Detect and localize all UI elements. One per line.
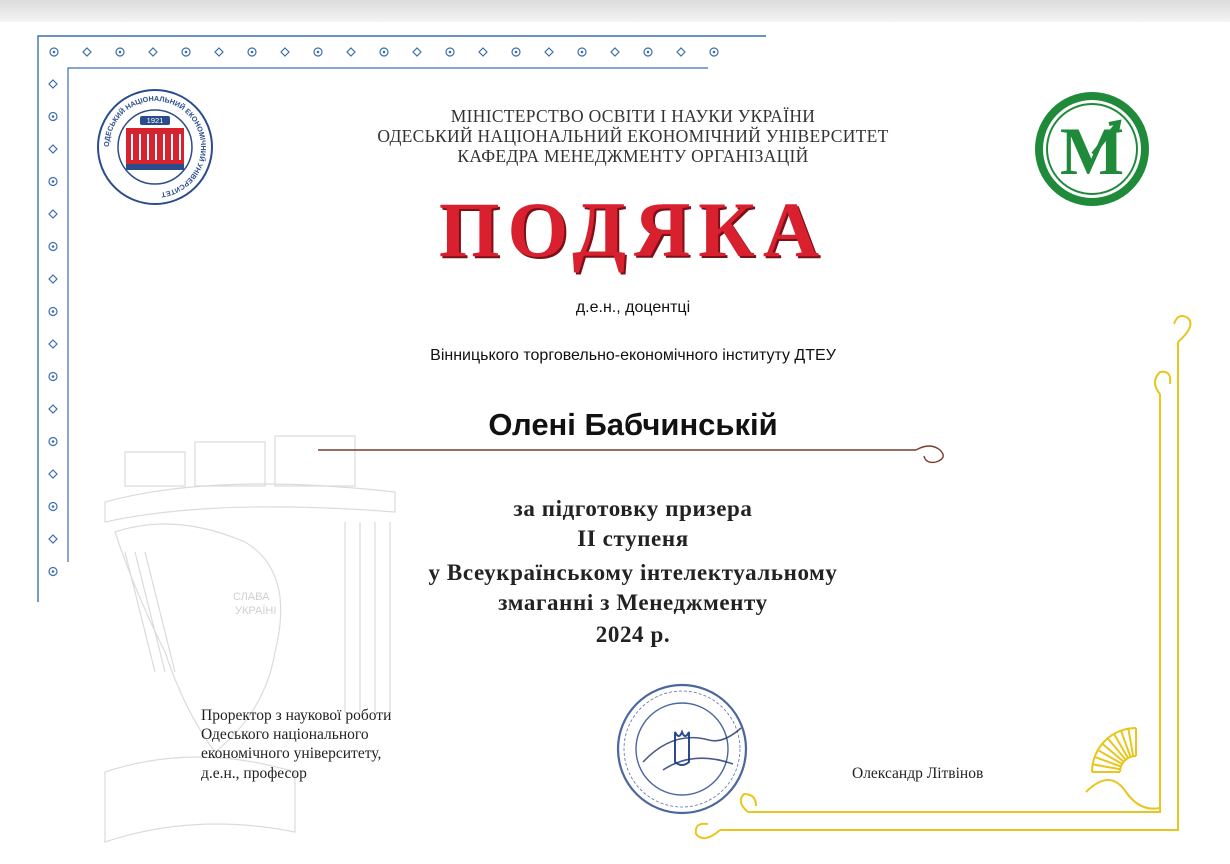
- reason-line-5: 2024 р.: [595, 622, 671, 647]
- seal-year: 1921: [146, 116, 164, 125]
- department-logo: [1033, 90, 1151, 208]
- ministry-name: МІНІСТЕРСТВО ОСВІТИ І НАУКИ УКРАЇНИ: [450, 106, 816, 126]
- university-seal-logo: [96, 88, 214, 206]
- reason-line-3: у Всеукраїнському інтелектуальному: [428, 560, 838, 585]
- watermark-text-2: УКРАЇНІ: [235, 605, 277, 617]
- recipient-degree: д.е.н., доцентці: [575, 299, 691, 316]
- signatory-title-line-3: економічного університету,: [201, 745, 382, 762]
- signatory-title-line-1: Проректор з наукової роботи: [201, 707, 392, 724]
- recipient-institution: Вінницького торговельно-економічного інституту ДТЕУ: [430, 347, 836, 364]
- reason-line-4: змаганні з Менеджменту: [498, 590, 768, 615]
- name-underline-flourish: [318, 442, 958, 472]
- recipient-name: Олені Бабчинській: [488, 407, 778, 442]
- certificate-title: ПОДЯКА: [438, 186, 828, 273]
- reason-line-1: за підготовку призера: [513, 496, 753, 521]
- watermark-text-1: СЛАВА: [233, 591, 270, 603]
- window-top-bar: [0, 0, 1230, 22]
- seal-ring-text: ОДЕСЬКИЙ НАЦІОНАЛЬНИЙ ЕКОНОМІЧНИЙ УНІВЕРСИТЕТ: [101, 93, 209, 200]
- logo-letter: М: [1059, 113, 1125, 189]
- signatory-title-line-4: д.е.н., професор: [201, 765, 307, 782]
- department-name: КАФЕДРА МЕНЕДЖМЕНТУ ОРГАНІЗАЦІЙ: [457, 146, 809, 166]
- university-name: ОДЕСЬКИЙ НАЦІОНАЛЬНИЙ ЕКОНОМІЧНИЙ УНІВЕРСИТЕТ: [377, 126, 889, 146]
- reason-line-2: ІІ ступеня: [577, 526, 689, 551]
- signatory-title-line-2: Одеського національного: [201, 726, 369, 743]
- official-stamp: [613, 680, 751, 818]
- signatory-name: Олександр Літвінов: [852, 765, 984, 782]
- certificate: [0, 22, 1230, 864]
